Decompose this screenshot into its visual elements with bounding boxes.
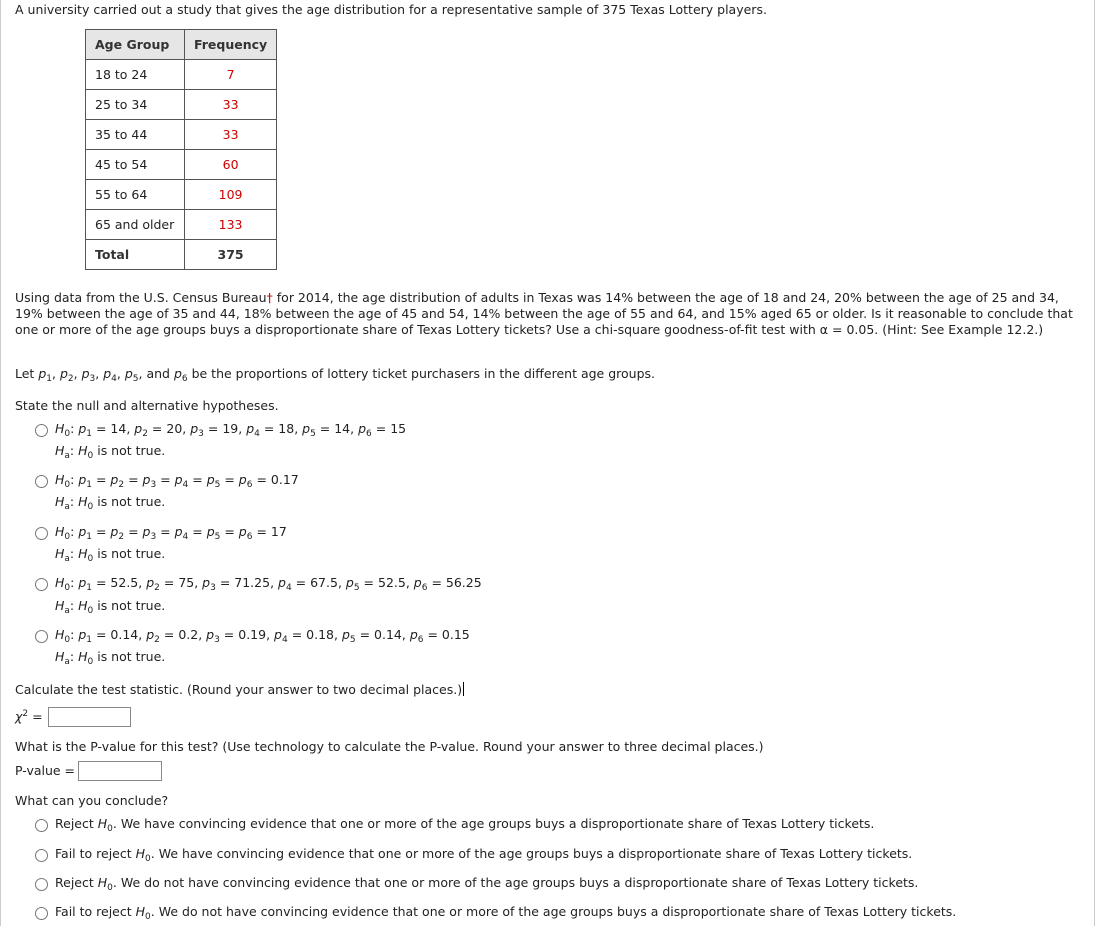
frequency-table [85, 29, 277, 270]
conclusion-radio-2[interactable] [35, 849, 48, 862]
conclusion-radio-4[interactable] [35, 907, 48, 920]
table-row [86, 150, 277, 180]
hyp-radio-2[interactable] [35, 475, 48, 488]
state-hypotheses-prompt: State the null and alternative hypotheses. [15, 398, 279, 413]
conclusion-option-1: Reject $H_0$. We have convincing evidence that one or more of the age groups buys a disproportionate share of Texas Lottery tickets. [55, 816, 875, 834]
table-row [86, 90, 277, 120]
let-statement: Let $p_1$, $p_2$, $p_3$, $p_4$, $p_5$, and $p_6$ be the proportions of lottery ticket purchasers in the different age groups. [15, 366, 655, 384]
freq-cell: 60 [185, 150, 277, 180]
hyp-radio-4[interactable] [35, 578, 48, 591]
pvalue-input[interactable] [78, 761, 162, 781]
chi-square-label: $\chi^2$ = [15, 709, 43, 724]
total-row [86, 240, 277, 270]
conclusion-option-2: Fail to reject $H_0$. We have convincing evidence that one or more of the age groups buys a disproportionate share of Texas Lottery tickets. [55, 846, 913, 864]
pvalue-label: P-value = [15, 763, 76, 778]
hyp-option-4-ha: $H_a$: $H_0$ is not true. [55, 598, 166, 616]
conclusion-radio-3[interactable] [35, 878, 48, 891]
age-cell: 55 to 64 [86, 180, 185, 210]
conclusion-option-4: Fail to reject $H_0$. We do not have convincing evidence that one or more of the age groups buys a disproportionate share of Texas Lottery tickets. [55, 904, 957, 922]
hyp-option-5-ha: $H_a$: $H_0$ is not true. [55, 649, 166, 667]
table-row [86, 60, 277, 90]
conclusion-option-3: Reject $H_0$. We do not have convincing evidence that one or more of the age groups buys a disproportionate share of Texas Lottery tickets. [55, 875, 919, 893]
hyp-option-5-h0: $H_0$: $p_1 = 0.14$, $p_2 = 0.2$, $p_3 = 0.19$, $p_4 = 0.18$, $p_5 = 0.14$, $p_6 = 0.15$ [55, 627, 470, 645]
hyp-option-2-ha: $H_a$: $H_0$ is not true. [55, 494, 166, 512]
hyp-option-3-ha: $H_a$: $H_0$ is not true. [55, 546, 166, 564]
table-row [86, 210, 277, 240]
calc-prompt: Calculate the test statistic. (Round your answer to two decimal places.) [15, 682, 463, 697]
dagger-link[interactable]: † [266, 290, 273, 305]
table-row [86, 120, 277, 150]
age-cell: 65 and older [86, 210, 185, 240]
conclusion-radio-1[interactable] [35, 819, 48, 832]
hyp-option-3-h0: $H_0$: $p_1 = p_2 = p_3 = p_4 = p_5 = p_6 = 17$ [55, 524, 287, 542]
age-cell: 18 to 24 [86, 60, 185, 90]
freq-cell: 33 [185, 120, 277, 150]
header-age-group: Age Group [86, 30, 185, 60]
hyp-radio-3[interactable] [35, 527, 48, 540]
freq-cell: 109 [185, 180, 277, 210]
pvalue-prompt: What is the P-value for this test? (Use technology to calculate the P-value. Round your answer to three decimal places.) [15, 739, 764, 754]
age-cell: 35 to 44 [86, 120, 185, 150]
freq-cell: 33 [185, 90, 277, 120]
hyp-option-4-h0: $H_0$: $p_1 = 52.5$, $p_2 = 75$, $p_3 = 71.25$, $p_4 = 67.5$, $p_5 = 52.5$, $p_6 = 56.25$ [55, 575, 482, 593]
intro-text: A university carried out a study that gives the age distribution for a representative sample of 375 Texas Lottery players. [15, 2, 767, 17]
problem-paragraph: Using data from the U.S. Census Bureau† for 2014, the age distribution of adults in Texas was 14% between the age of 18 and 24, 20% between the age of 25 and 34, 19% between the age of 35 and 44, 18% between the age of 45 and 54, 14% between the age of 55 and 64, and 15% aged 65 or older. Is it reasonable to conclude that one or more of the age groups buys a disproportionate share of Texas Lottery tickets? Use a chi-square goodness-of-fit test with α = 0.05. (Hint: See Example 12.2.) [15, 290, 1073, 337]
total-value: 375 [185, 240, 277, 270]
header-frequency: Frequency [185, 30, 277, 60]
table-row [86, 180, 277, 210]
hyp-radio-1[interactable] [35, 424, 48, 437]
freq-cell: 133 [185, 210, 277, 240]
total-label: Total [86, 240, 185, 270]
hyp-radio-5[interactable] [35, 630, 48, 643]
age-cell: 25 to 34 [86, 90, 185, 120]
conclude-prompt: What can you conclude? [15, 793, 169, 808]
hyp-option-1-ha: $H_a$: $H_0$ is not true. [55, 443, 166, 461]
freq-cell: 7 [185, 60, 277, 90]
age-cell: 45 to 54 [86, 150, 185, 180]
hyp-option-1-h0: $H_0$: $p_1 = 14$, $p_2 = 20$, $p_3 = 19$, $p_4 = 18$, $p_5 = 14$, $p_6 = 15$ [55, 421, 407, 439]
chi-square-input[interactable] [48, 707, 131, 727]
hyp-option-2-h0: $H_0$: $p_1 = p_2 = p_3 = p_4 = p_5 = p_6 = 0.17$ [55, 472, 299, 490]
